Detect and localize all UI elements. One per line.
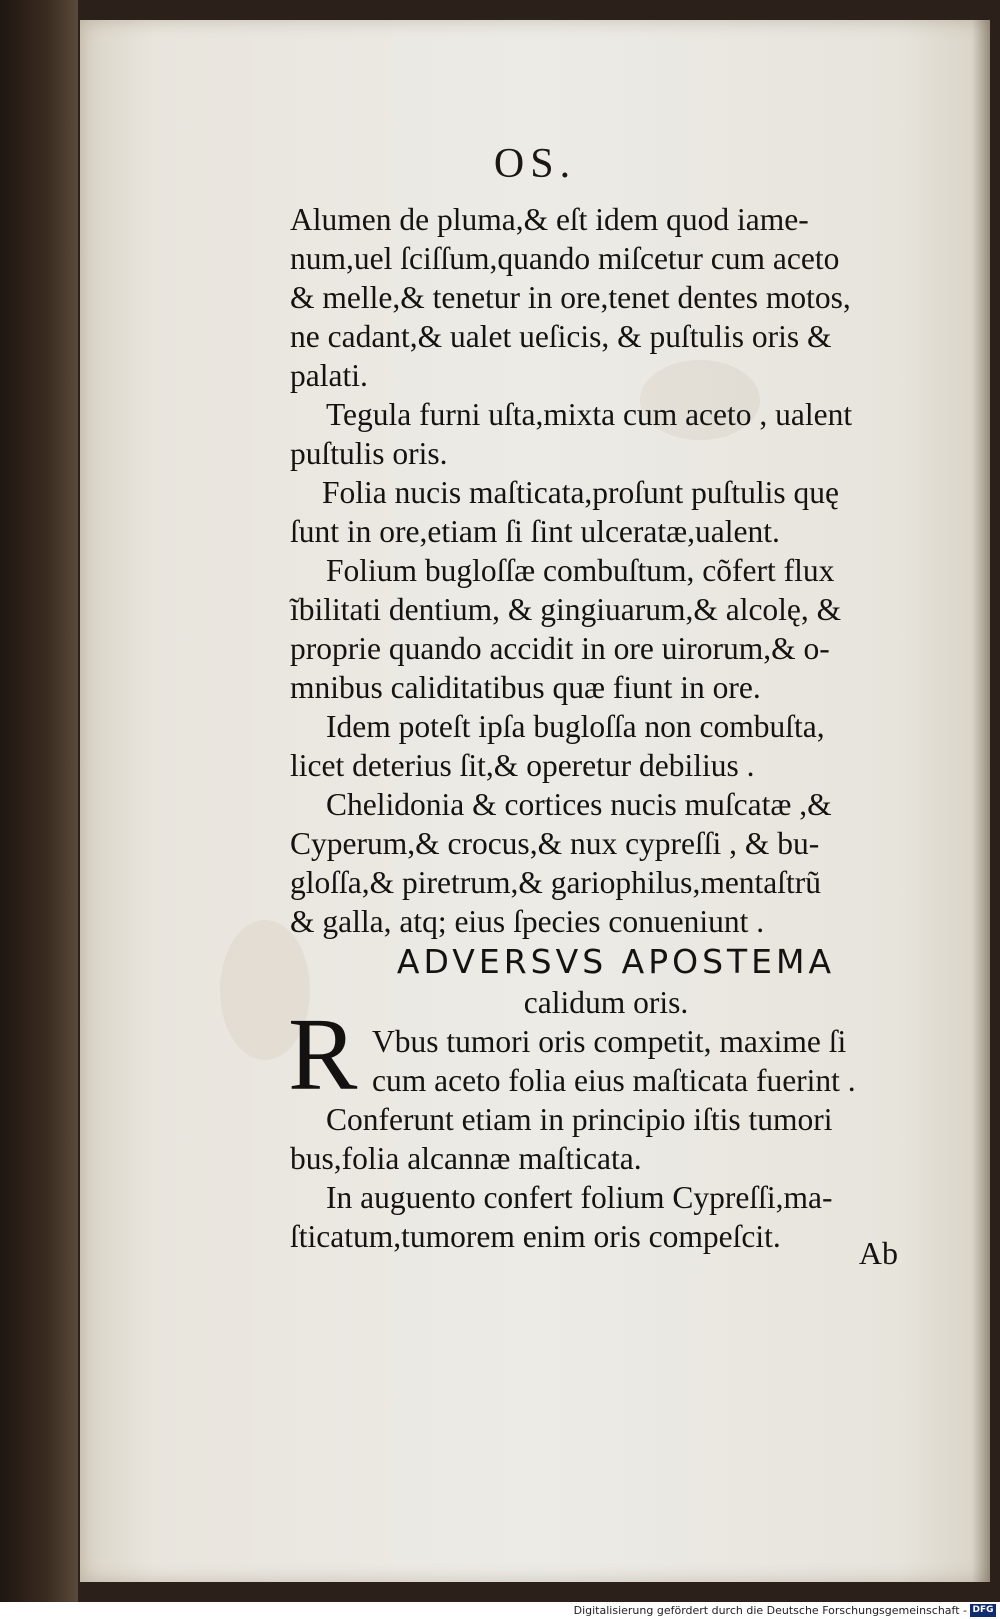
text-line: mnibus caliditatibus quæ fiunt in ore. — [290, 670, 761, 705]
catchword: Ab — [858, 1235, 898, 1271]
text-block — [290, 200, 922, 1256]
running-header: OS. — [493, 141, 577, 187]
section-subheading: calidum oris. — [523, 985, 689, 1020]
funding-credit: Digitalisierung gefördert durch die Deutsche Forschungsgemeinschaft - — [573, 1604, 967, 1617]
book-page — [80, 20, 990, 1582]
book-binding — [0, 0, 78, 1602]
text-line: Folium bugloſſæ combuſtum, cõfert flux — [326, 553, 835, 588]
text-line: & melle,& tenetur in ore,tenet dentes motos, — [290, 280, 851, 315]
text-line: ſticatum,tumorem enim oris compeſcit. — [290, 1219, 781, 1254]
text-line: Conferunt etiam in principio iſtis tumori — [326, 1102, 833, 1137]
text-line: Folia nucis maſticata,proſunt puſtulis quę — [322, 475, 840, 510]
text-line: Vbus tumori oris competit, maxime ſi — [372, 1024, 847, 1059]
text-line: bus,folia alcannæ maſticata. — [290, 1141, 642, 1176]
text-line: palati. — [290, 358, 368, 393]
text-line: proprie quando accidit in ore uirorum,& o- — [290, 631, 830, 666]
text-line: Cyperum,& crocus,& nux cypreſſi , & bu- — [290, 826, 820, 861]
text-line: ĩbilitati dentium, & gingiuarum,& alcolę, & — [290, 592, 842, 627]
text-line: num,uel ſciſſum,quando miſcetur cum aceto — [290, 241, 840, 276]
text-line: gloſſa,& piretrum,& gariophilus,mentaſtrũ — [290, 865, 822, 900]
text-line: ne cadant,& ualet ueſicis, & puſtulis oris & — [290, 319, 832, 354]
text-line: Idem poteſt ipſa bugloſſa non combuſta, — [326, 709, 825, 744]
footer-bar — [0, 1602, 1000, 1619]
text-line: cum aceto folia eius maſticata fuerint . — [372, 1063, 856, 1098]
text-line: In auguento confert folium Cypreſſi,ma- — [326, 1180, 833, 1215]
dfg-logo-icon: DFG — [970, 1604, 996, 1617]
text-line: puſtulis oris. — [290, 436, 448, 471]
text-line: Chelidonia & cortices nucis muſcatæ ,& — [326, 787, 832, 822]
text-line: ſunt in ore,etiam ſi ſint ulceratæ,ualent. — [290, 514, 780, 549]
drop-cap: R — [288, 997, 358, 1112]
text-line: & galla, atq; eius ſpecies conueniunt . — [290, 904, 765, 939]
page-edge-shadow — [972, 20, 990, 1582]
section-heading: ADVERSVS APOSTEMA — [396, 942, 836, 981]
text-line: Tegula furni uſta,mixta cum aceto , ualent — [326, 397, 853, 432]
text-line: Alumen de pluma,& eſt idem quod iame- — [290, 202, 809, 237]
text-line: licet deterius ſit,& operetur debilius . — [290, 748, 755, 783]
